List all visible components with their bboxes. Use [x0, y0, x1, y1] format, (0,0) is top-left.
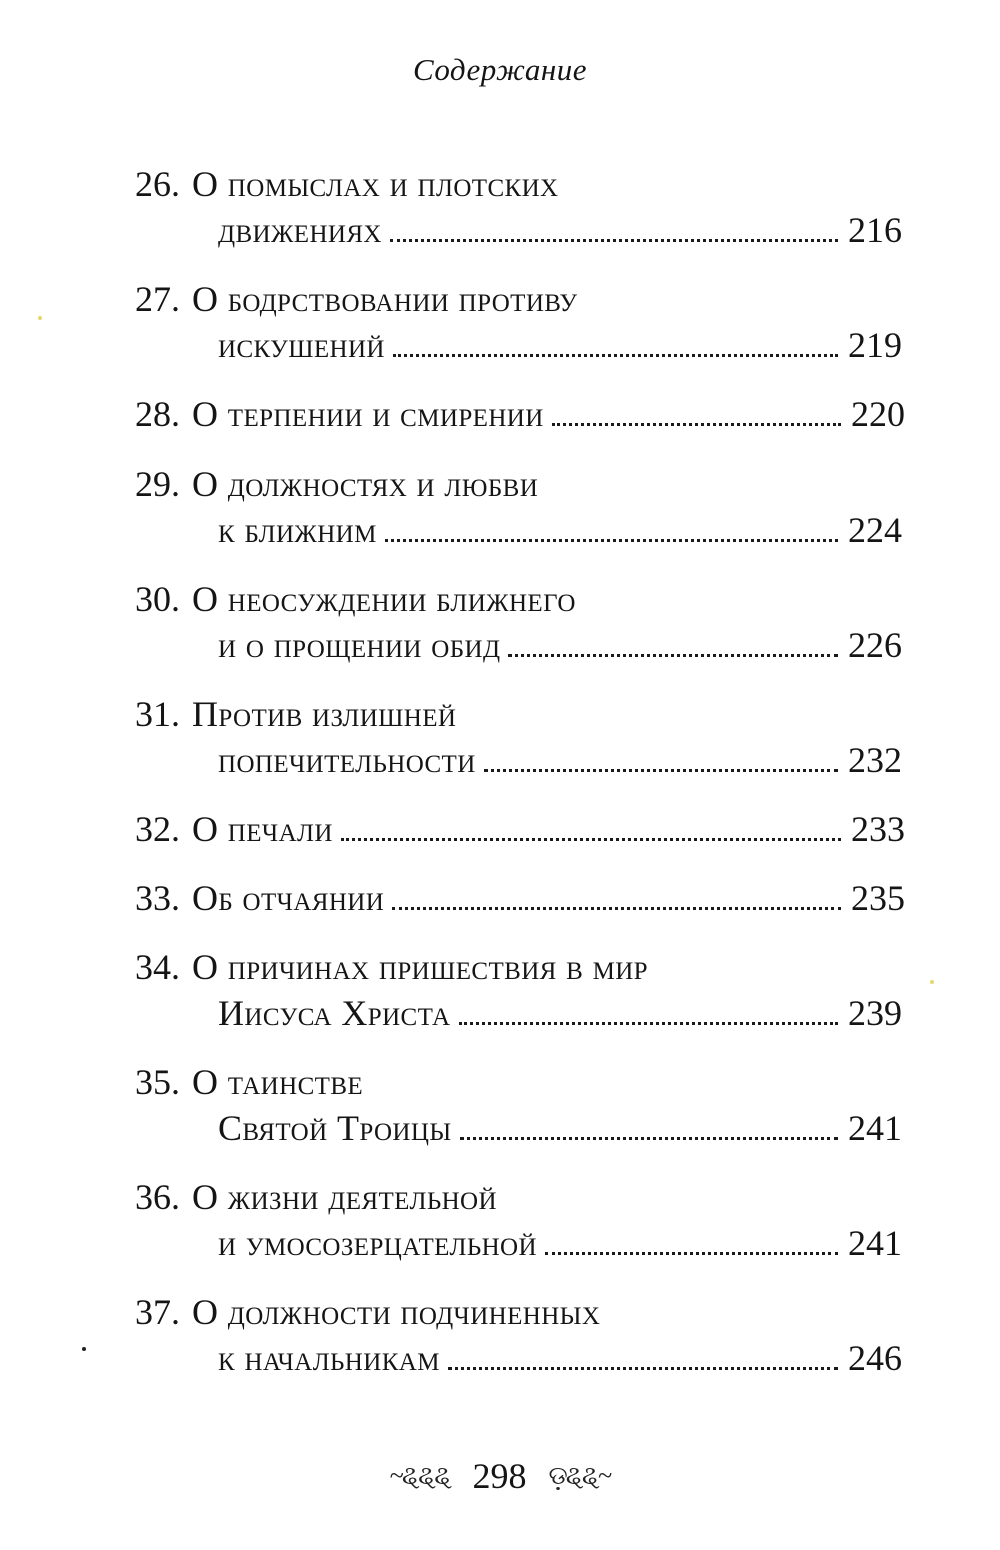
- entry-page-number: 232: [848, 740, 902, 780]
- entry-title: Против излишней: [192, 694, 457, 734]
- entry-title: О жизни деятельной: [192, 1177, 497, 1217]
- toc-entry-35[interactable]: [135, 1050, 905, 1100]
- entry-page-number: 220: [851, 394, 905, 434]
- entry-page-number: 226: [848, 625, 902, 665]
- entry-page-number: 219: [848, 325, 902, 365]
- entry-number: 31.: [135, 694, 180, 734]
- entry-page-number: 241: [848, 1223, 902, 1263]
- toc-entry-36[interactable]: [135, 1165, 905, 1215]
- dot-leader: [448, 1367, 838, 1370]
- toc-entry-31[interactable]: [135, 682, 905, 732]
- dot-leader: [545, 1252, 838, 1255]
- toc-entry-37-cont[interactable]: [218, 1326, 902, 1376]
- entry-number: 37.: [135, 1292, 180, 1332]
- dot-leader: [552, 423, 841, 426]
- dot-leader: [341, 838, 841, 841]
- entry-number: 33.: [135, 878, 180, 918]
- entry-page-number: 239: [848, 993, 902, 1033]
- entry-number: 28.: [135, 394, 180, 434]
- scan-speck: [930, 980, 934, 984]
- entry-title-cont: и о прощении обид: [218, 625, 501, 665]
- toc-entry-30[interactable]: [135, 567, 905, 617]
- ornament-left-icon: ~ୡୡୡ: [389, 1460, 451, 1490]
- entry-title-cont: искушений: [218, 325, 385, 365]
- toc-entry-30-cont[interactable]: [218, 613, 902, 663]
- page-footer: [0, 1455, 1000, 1497]
- toc-entry-36-cont[interactable]: [218, 1211, 902, 1261]
- entry-number: 26.: [135, 164, 180, 204]
- page-number: 298: [472, 1456, 527, 1496]
- dot-leader: [385, 539, 838, 542]
- toc-entry-27-cont[interactable]: [218, 313, 902, 363]
- entry-title-cont: Святой Троицы: [218, 1108, 452, 1148]
- entry-title: О бодрствовании противу: [192, 279, 578, 319]
- toc-entry-28[interactable]: [135, 382, 905, 432]
- entry-page-number: 224: [848, 510, 902, 550]
- toc-entry-31-cont[interactable]: [218, 728, 902, 778]
- entry-title-cont: попечительности: [218, 740, 476, 780]
- toc-entry-29[interactable]: [135, 452, 905, 502]
- scan-speck: [38, 316, 42, 320]
- toc-entry-26-cont[interactable]: [218, 198, 902, 248]
- entry-number: 30.: [135, 579, 180, 619]
- entry-number: 27.: [135, 279, 180, 319]
- scan-speck: [82, 1347, 86, 1351]
- entry-title: О таинстве: [192, 1062, 364, 1102]
- toc-entry-34[interactable]: [135, 935, 905, 985]
- entry-title: О неосуждении ближнего: [192, 579, 576, 619]
- entry-page-number: 235: [851, 878, 905, 918]
- dot-leader: [460, 1137, 838, 1140]
- entry-title-cont: и умосозерцательной: [218, 1223, 537, 1263]
- entry-title-cont: Иисуса Христа: [218, 993, 451, 1033]
- entry-title: О причинах пришествия в мир: [192, 947, 648, 987]
- ornament-right-icon: ଡ଼ୡୡ~: [548, 1460, 611, 1490]
- dot-leader: [390, 239, 838, 242]
- toc-entry-37[interactable]: [135, 1280, 905, 1330]
- dot-leader: [392, 907, 841, 910]
- entry-number: 34.: [135, 947, 180, 987]
- toc-entry-35-cont[interactable]: [218, 1096, 902, 1146]
- entry-page-number: 241: [848, 1108, 902, 1148]
- entry-title: О должностях и любви: [192, 464, 539, 504]
- toc-entry-33[interactable]: [135, 866, 905, 916]
- entry-number: 35.: [135, 1062, 180, 1102]
- toc-entry-26[interactable]: [135, 152, 905, 202]
- entry-page-number: 246: [848, 1338, 902, 1378]
- dot-leader: [459, 1022, 839, 1025]
- entry-page-number: 216: [848, 210, 902, 250]
- entry-title: Об отчаянии: [192, 878, 385, 918]
- entry-title: О печали: [192, 809, 333, 849]
- entry-number: 32.: [135, 809, 180, 849]
- running-title: Содержание: [412, 52, 588, 87]
- entry-title-cont: к начальникам: [218, 1338, 440, 1378]
- toc-entry-32[interactable]: [135, 797, 905, 847]
- entry-title-cont: движениях: [218, 210, 382, 250]
- toc-entry-29-cont[interactable]: [218, 498, 902, 548]
- entry-title: О должности подчиненных: [192, 1292, 601, 1332]
- toc-entry-34-cont[interactable]: [218, 981, 902, 1031]
- entry-title-cont: к ближним: [218, 510, 377, 550]
- entry-number: 36.: [135, 1177, 180, 1217]
- entry-title: О помыслах и плотских: [192, 164, 559, 204]
- entry-number: 29.: [135, 464, 180, 504]
- dot-leader: [484, 769, 838, 772]
- toc-entry-27[interactable]: [135, 267, 905, 317]
- dot-leader: [393, 354, 838, 357]
- entry-page-number: 233: [851, 809, 905, 849]
- entry-title: О терпении и смирении: [192, 394, 544, 434]
- dot-leader: [508, 654, 838, 657]
